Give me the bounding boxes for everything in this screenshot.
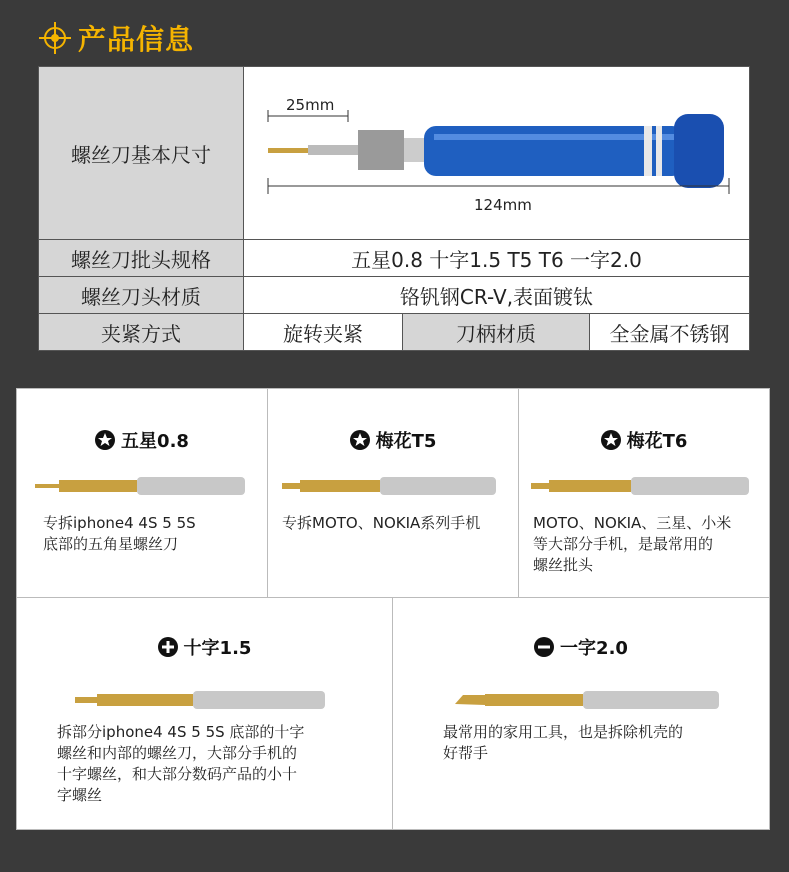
bit-desc-line: 十字螺丝，和大部分数码产品的小十: [57, 765, 298, 783]
bit-desc-line: 字螺丝: [57, 786, 103, 804]
spec-table: [38, 66, 750, 351]
size-label: 螺丝刀基本尺寸: [39, 67, 244, 240]
bit-desc-line: 螺丝批头: [533, 556, 594, 574]
bit-image: [75, 688, 331, 712]
handle-value: 全金属不锈钢: [590, 314, 750, 351]
screwdriver-image: [244, 68, 749, 238]
bit-grid: [16, 388, 770, 830]
clamp-value: 旋转夹紧: [244, 314, 403, 351]
bit-desc-line: 拆部分iphone4 4S 5 5S 底部的十字: [57, 723, 305, 741]
bits-label: 螺丝刀批头规格: [39, 240, 244, 277]
bit-desc-line: 螺丝和内部的螺丝刀，大部分手机的: [57, 744, 298, 762]
star-icon: [95, 430, 115, 450]
handle-label: 刀柄材质: [403, 314, 590, 351]
bit-title: 梅花T6: [626, 431, 688, 452]
star-icon: [601, 430, 621, 450]
bit-card-cross15: [16, 597, 393, 830]
star-icon: [350, 430, 370, 450]
bit-desc-line: 专拆MOTO、NOKIA系列手机: [282, 514, 481, 532]
bit-image: [282, 475, 502, 497]
bit-title: 五星0.8: [121, 431, 189, 452]
dim-short-label: 25mm: [286, 96, 335, 114]
bit-desc-line: 等大部分手机，是最常用的: [533, 535, 714, 553]
bit-desc-line: 底部的五角星螺丝刀: [43, 535, 179, 553]
bit-image: [531, 475, 755, 497]
bit-card-star08: [16, 388, 268, 598]
bit-desc-line: 专拆iphone4 4S 5 5S: [43, 514, 196, 532]
bit-card-flat20: [392, 597, 770, 830]
screwdriver-diagram: [244, 67, 750, 240]
bits-value: 五星0.8 十字1.5 T5 T6 一字2.0: [244, 240, 750, 277]
clamp-label: 夹紧方式: [39, 314, 244, 351]
bit-image: [455, 688, 725, 712]
bit-desc-line: 好帮手: [443, 744, 489, 762]
bit-title: 一字2.0: [560, 638, 628, 659]
bit-desc-line: 最常用的家用工具，也是拆除机壳的: [443, 723, 684, 741]
material-value: 铬钒钢CR-V,表面镀钛: [244, 277, 750, 314]
material-label: 螺丝刀头材质: [39, 277, 244, 314]
bit-desc-line: MOTO、NOKIA、三星、小米: [533, 514, 732, 532]
bit-card-t6: [518, 388, 770, 598]
bit-title: 梅花T5: [375, 431, 437, 452]
bit-title: 十字1.5: [183, 638, 252, 659]
bit-image: [35, 475, 251, 497]
plus-icon: [158, 637, 178, 657]
bit-card-t5: [267, 388, 519, 598]
section-header: [38, 18, 194, 58]
minus-icon: [534, 637, 554, 657]
dim-long-label: 124mm: [474, 196, 532, 214]
section-title: 产品信息: [78, 23, 195, 56]
crosshair-icon: [38, 21, 72, 55]
